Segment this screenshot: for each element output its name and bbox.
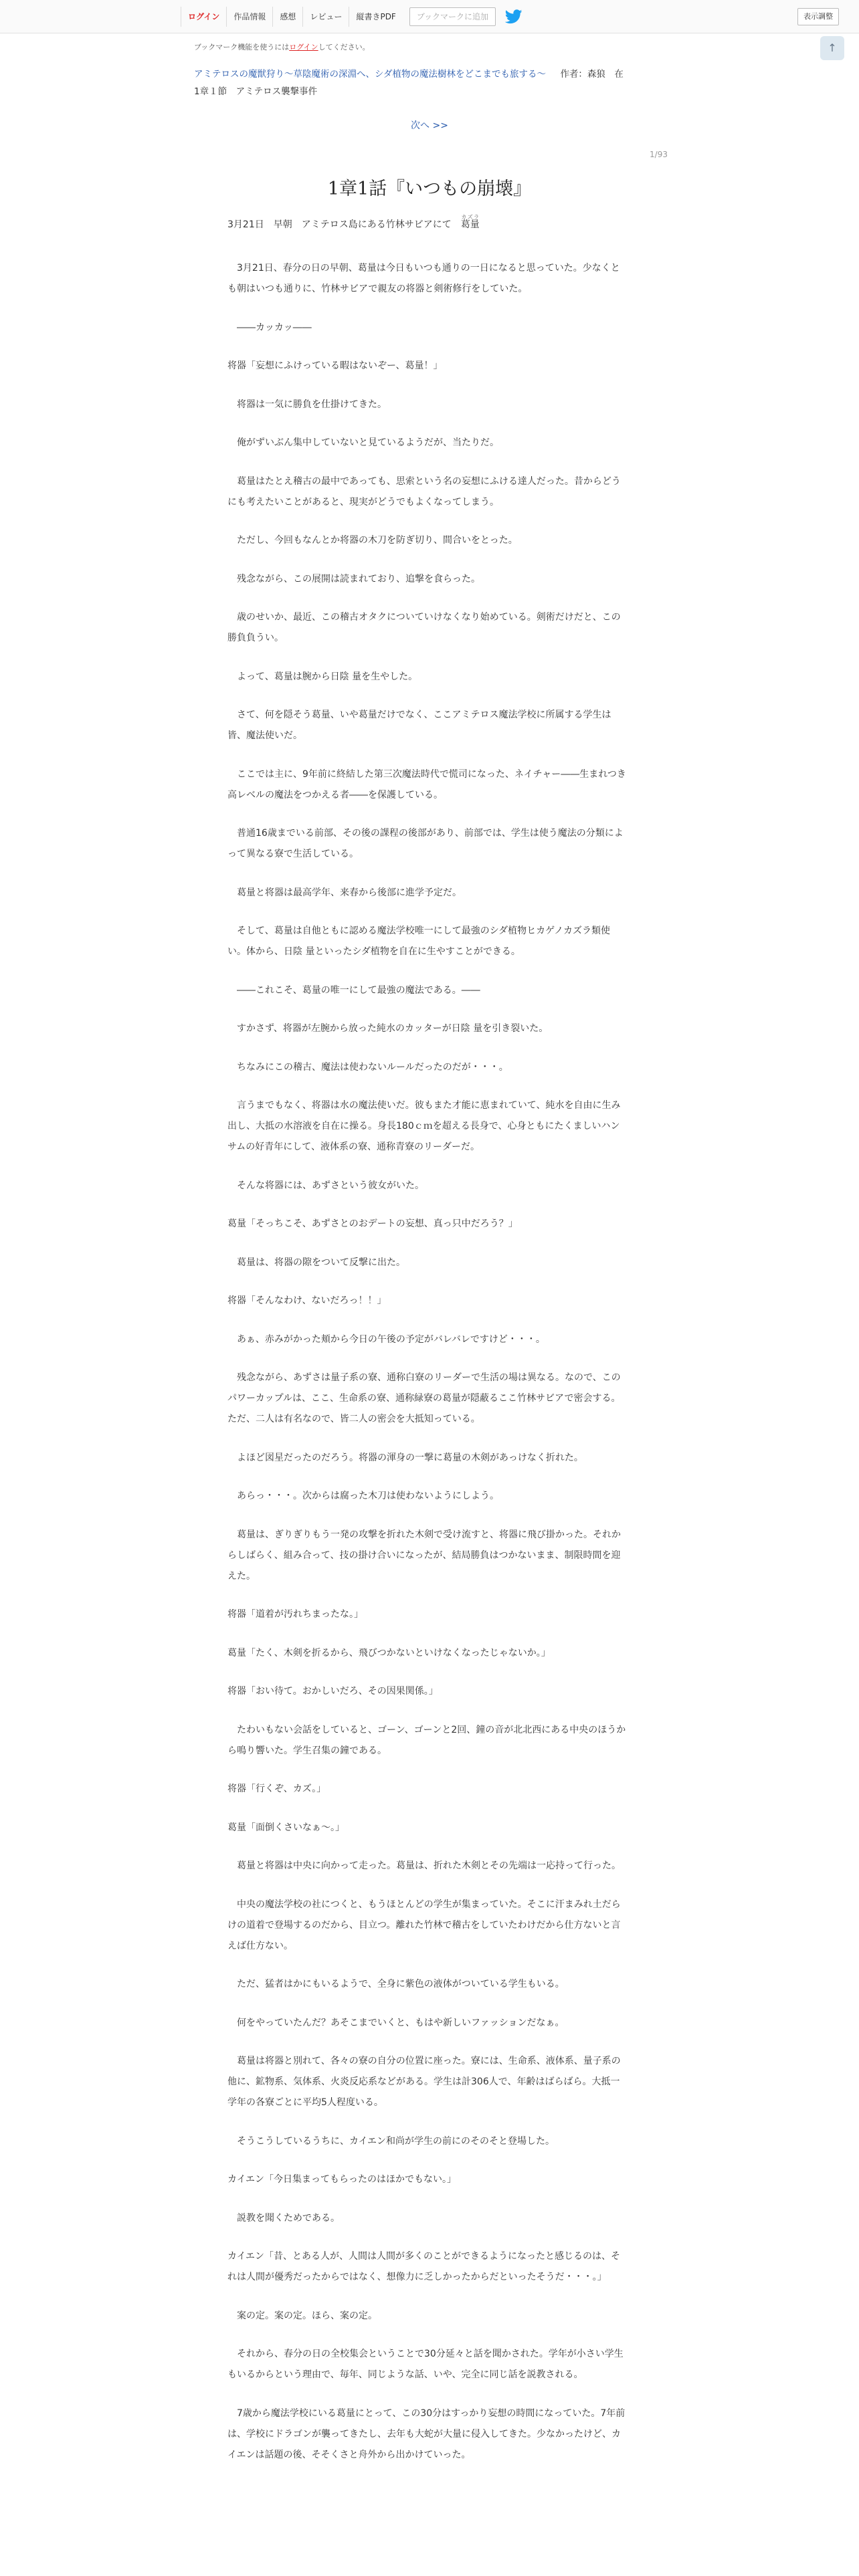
paragraph: 7歳から魔法学校にいる葛量にとって、この30分はすっかり妄想の時間になっていた。7年前は、学校にドラゴンが襲ってきたし、去年も大蛇が大量に侵入してきた。少なかったけど、カイエンは話題の後、そそくさと舟外から出かけていった。 bbox=[227, 2407, 626, 2460]
paragraph: そして、葛量は自他ともに認める魔法学校唯一にして最強のシダ植物ヒカゲノカズラ類使い。体から、日陰 量といったシダ植物を自在に生やすことができる。 bbox=[227, 926, 611, 957]
paragraph: 歳のせいか、最近、この稽古オタクについていけなくなり始めている。剣術だけだと、この勝負負うい。 bbox=[227, 612, 621, 643]
next-page-link[interactable]: 次へ >> bbox=[411, 120, 448, 131]
page-top-button[interactable] bbox=[820, 36, 844, 60]
paragraph: 説教を聞くためである。 bbox=[227, 2212, 340, 2224]
paragraph: 中央の魔法学校の社につくと、もうほとんどの学生が集まっていた。そこに汗まみれ土だらけの道着で登場するのだから、目立つ。離れた竹林で稽古をしていたわけだから仕方ないと言えば仕方ない。 bbox=[227, 1899, 621, 1951]
vertical-pdf-link[interactable]: 縦書きPDF bbox=[349, 7, 402, 27]
review-link[interactable]: レビュー bbox=[302, 7, 349, 27]
paragraph: 将器「そんなわけ、ないだろっ！！」 bbox=[227, 1295, 387, 1306]
paragraph: ただ、猛者はかにもいるようで、全身に紫色の液体がついている学生もいる。 bbox=[227, 1979, 565, 1990]
chapter-section: 1章１節 アミテロス襲撃事件 bbox=[194, 86, 318, 97]
page-counter: 1/93 bbox=[650, 150, 668, 159]
paragraph: 残念ながら、あずさは量子系の寮、通称白寮のリーダーで生活の場は異なる。なので、このパワーカップルは、ここ、生命系の寮、通称緑寮の葛量が隠蔽るここ竹林サビアで密会する。ただ、二人は有名なので、皆二人の密会を大抵知っている。 bbox=[227, 1372, 621, 1424]
paragraph: 3月21日、春分の日の早朝、葛量は今日もいつも通りの一日になると思っていた。少なくとも朝はいつも通りに、竹林サビアで親友の将器と剣術修行をしていた。 bbox=[227, 263, 620, 294]
paragraph: 案の定。案の定。ほら、案の定。 bbox=[227, 2310, 377, 2321]
paragraph: そんな将器には、あずさという彼女がいた。 bbox=[227, 1180, 424, 1191]
display-settings-button[interactable]: 表示調整 bbox=[797, 8, 839, 25]
paragraph: それから、春分の日の全校集会ということで30分延々と話を聞かされた。学年が小さい学生もいるからという理由で、毎年、同じような話、いや、完全に同じ話を説教される。 bbox=[227, 2349, 624, 2380]
paragraph: 将器「おい待て。おかしいだろ、その因果関係。」 bbox=[227, 1686, 438, 1697]
paragraph: ただし、今回もなんとか将器の木刀を防ぎ切り、間合いをとった。 bbox=[227, 535, 518, 546]
paragraph: ――カッカッ―― bbox=[227, 322, 312, 333]
work-info-link[interactable]: 作品情報 bbox=[226, 7, 272, 27]
paragraph: 将器は一気に勝負を仕掛けてきた。 bbox=[227, 399, 387, 410]
paragraph: 葛量「たく、木剣を折るから、飛びつかないといけなくなったじゃないか。」 bbox=[227, 1647, 551, 1658]
impressions-link[interactable]: 感想 bbox=[272, 7, 302, 27]
paragraph: 俺がずいぶん集中していないと見ているようだが、当たりだ。 bbox=[227, 437, 499, 448]
paragraph: 普通16歳までいる前部、その後の課程の後部があり、前部では、学生は使う魔法の分類によって異なる寮で生活している。 bbox=[227, 828, 624, 859]
paragraph: 葛量「面倒くさいなぁ～。」 bbox=[227, 1822, 345, 1833]
paragraph: 葛量は、ぎりぎりもう一発の攻撃を折れた木剣で受け流すと、将器に飛び掛かった。それからしばらく、組み合って、技の掛け合いになったが、結局勝負はつかないまま、制限時間を迎えた。 bbox=[227, 1529, 621, 1582]
paragraph: ――これこそ、葛量の唯一にして最強の魔法である。―― bbox=[227, 984, 480, 996]
top-navigation-bar bbox=[0, 0, 859, 33]
breadcrumb bbox=[194, 66, 649, 100]
paragraph: 葛量はたとえ稽古の最中であっても、思索という名の妄想にふける達人だった。昔からどうにも考えたいことがあると、現実がどうでもよくなってしまう。 bbox=[227, 475, 621, 508]
ruby-kazura: 葛量カズラ bbox=[460, 214, 480, 230]
paragraph: よほど図星だったのだろう。将器の渾身の一撃に葛量の木剣があっけなく折れた。 bbox=[227, 1452, 583, 1463]
author-label: 作者：森狼 在 bbox=[560, 69, 624, 80]
paragraph: 言うまでもなく、将器は水の魔法使いだ。彼もまた才能に恵まれていて、純水を自由に生み出し、大抵の水溶液を自在に操る。身長180ｃｍを超える長身で、心身ともにたくましいハンサムの好青年にして、液体系の寮、通称青寮のリーダーだ。 bbox=[227, 1100, 621, 1152]
paragraph: 将器「妄想にふけっている暇はないぞー、葛量！」 bbox=[227, 360, 443, 371]
paragraph: すかさず、将器が左腕から放った純水のカッターが日陰 量を引き裂いた。 bbox=[227, 1023, 549, 1034]
paragraph: 何をやっていたんだ？あそこまでいくと、もはや新しいファッションだなぁ。 bbox=[227, 2017, 565, 2028]
login-notice-prefix: ブックマーク機能を使うには bbox=[194, 43, 290, 51]
paragraph: 葛量「そっちこそ、あずさとのおデートの妄想、真っ只中だろう？」 bbox=[227, 1218, 518, 1229]
novel-body bbox=[227, 214, 629, 2483]
paragraph: 葛量と将器は中央に向かって走った。葛量は、折れた木剣とその先端は一応持って行った。 bbox=[227, 1860, 621, 1871]
top-menu bbox=[181, 7, 522, 27]
paragraph: カイエン「今日集まってもらったのはほかでもない。」 bbox=[227, 2174, 457, 2185]
twitter-icon[interactable] bbox=[505, 9, 522, 24]
paragraph: 葛量と将器は最高学年、来春から後部に進学予定だ。 bbox=[227, 887, 462, 898]
paragraph: ここでは主に、9年前に終結した第三次魔法時代で慌司になった、ネイチャー――生まれつき高レベルの魔法をつかえる者――を保護している。 bbox=[227, 768, 626, 800]
paragraph: 葛量は、将器の隙をついて反撃に出た。 bbox=[227, 1257, 405, 1268]
paragraph: あぁ、赤みがかった頬から今日の午後の予定がバレバレですけど・・・。 bbox=[227, 1333, 545, 1345]
series-title-link[interactable]: アミテロスの魔獣狩り〜草陰魔術の深淵へ、シダ植物の魔法樹林をどこまでも旅する〜 bbox=[194, 69, 546, 80]
paragraph: さて、何を隠そう葛量、いや葛量だけでなく、ここアミテロス魔法学校に所属する学生は皆、魔法使いだ。 bbox=[227, 710, 611, 741]
scene-heading: 3月21日 早朝 アミテロス島にある竹林サビアにて 葛量カズラ bbox=[227, 214, 480, 230]
paragraph: よって、葛量は腕から日陰 量を生やした。 bbox=[227, 671, 418, 682]
paragraph: 将器「道着が汚れちまったな。」 bbox=[227, 1609, 363, 1620]
login-notice-suffix: してください。 bbox=[318, 43, 370, 51]
arrow-up-icon: ↑ bbox=[828, 41, 837, 54]
login-notice bbox=[194, 41, 370, 52]
paragraph: カイエン「昔、とある人が、人間は人間が多くのことができるようになったと感じるのは、それは人間が優秀だったからではなく、想像力に乏しかったからだといったそうだ・・・。」 bbox=[227, 2251, 621, 2282]
paragraph: そうこうしているうちに、カイエン和尚が学生の前にのそのそと登場した。 bbox=[227, 2135, 555, 2147]
paragraph: ちなみにこの稽古、魔法は使わないルールだったのだが・・・。 bbox=[227, 1061, 508, 1073]
paragraph: 葛量は将器と別れて、各々の寮の自分の位置に座った。寮には、生命系、液体系、量子系の他に、鉱物系、気体系、火炎反応系などがある。学生は計306人で、年齢はばらばら。大抵一学年の各寮ごとに平均5人程度いる。 bbox=[227, 2056, 621, 2108]
login-link[interactable]: ログイン bbox=[181, 7, 226, 27]
login-notice-link[interactable]: ログイン bbox=[289, 43, 318, 51]
paragraph: 残念ながら、この展開は読まれており、追撃を食らった。 bbox=[227, 573, 480, 584]
paragraph: 将器「行くぞ、カズ。」 bbox=[227, 1784, 326, 1794]
paragraph: あらっ・・・。次からは腐った木刀は使わないようにしよう。 bbox=[227, 1491, 499, 1501]
paragraph: たわいもない会話をしていると、ゴーン、ゴーンと2回、鐘の音が北北西にある中央のほうから鳴り響いた。学生召集の鐘である。 bbox=[227, 1724, 626, 1756]
chapter-title: 1章1話『いつもの崩壊』 bbox=[327, 179, 532, 199]
bookmark-add-button[interactable]: ブックマークに追加 bbox=[409, 7, 496, 26]
